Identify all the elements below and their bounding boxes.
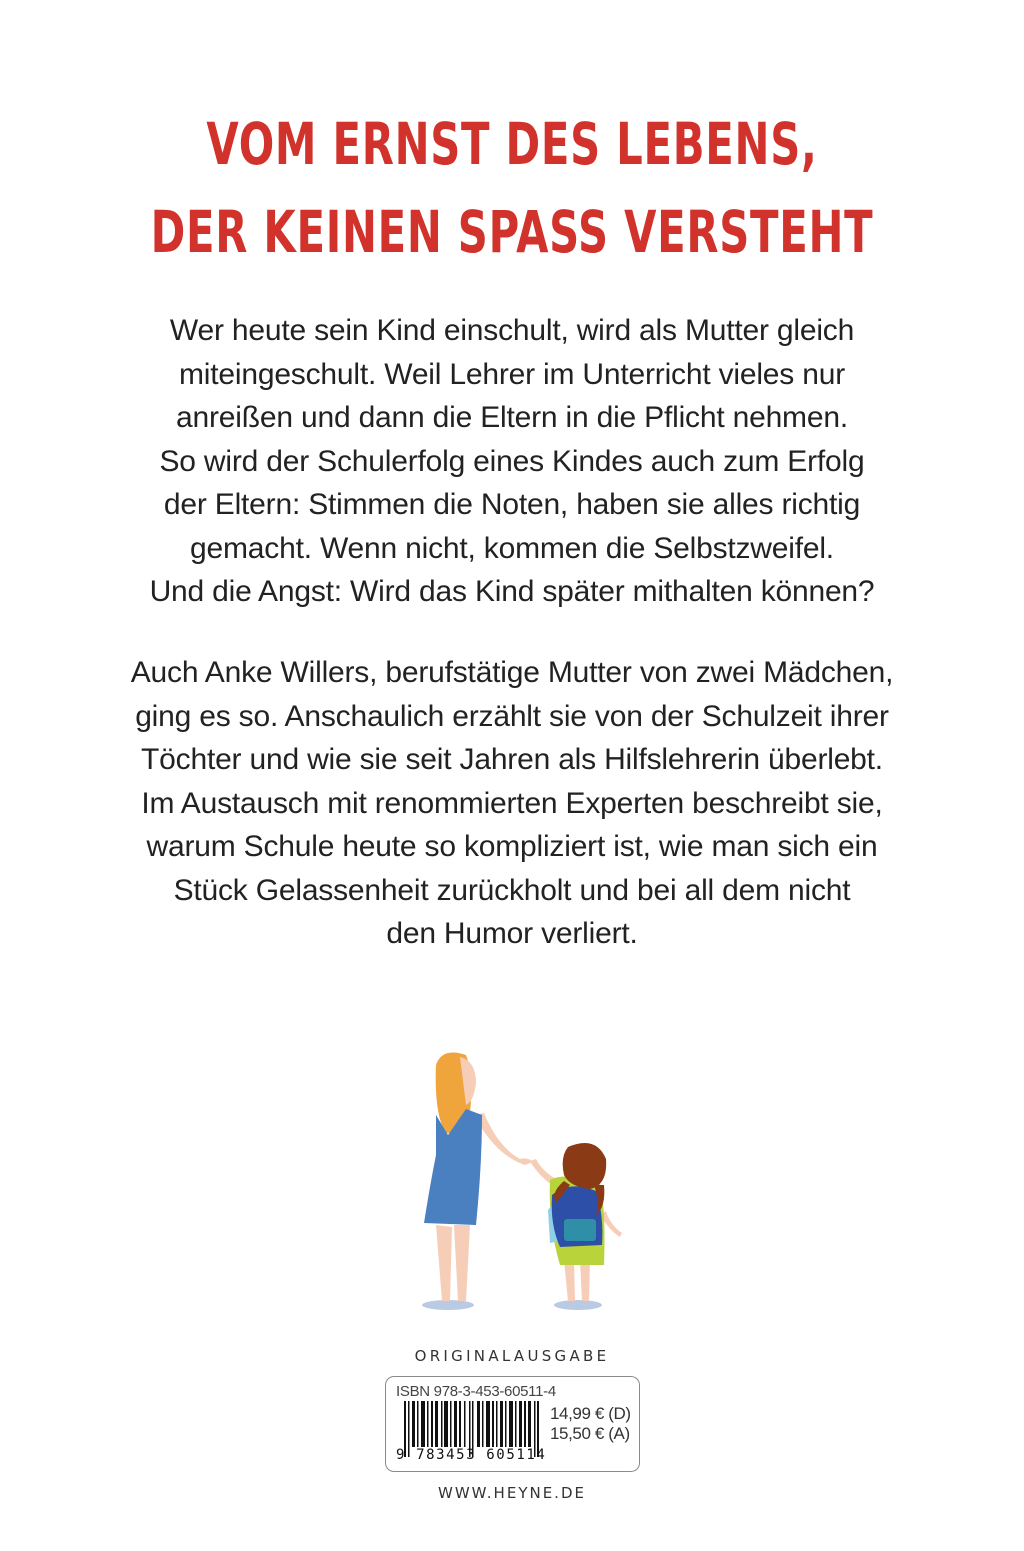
blurb-line: Stück Gelassenheit zurückholt und bei all dem nicht [173, 873, 851, 907]
blurb-line: Im Austausch mit renommierten Experten beschreibt sie, [141, 786, 883, 820]
blurb-paragraph-1 [0, 309, 1024, 614]
price-block [550, 1404, 631, 1444]
mother-child-illustration [400, 1035, 640, 1325]
price-austria: 15,50 € (A) [550, 1424, 630, 1443]
blurb-line: warum Schule heute so kompliziert ist, wie man sich ein [146, 830, 878, 863]
blurb-line: ging es so. Anschaulich erzählt sie von der Schulzeit ihrer [135, 699, 889, 733]
edition-label: ORIGINALAUSGABE [414, 1347, 610, 1365]
price-germany: 14,99 € (D) [550, 1404, 631, 1423]
barcode-digit-first: 9 [396, 1447, 407, 1463]
blurb-line: miteingeschult. Weil Lehrer im Unterricht vieles nur [179, 357, 845, 391]
barcode-digits-left: 783453 [416, 1447, 477, 1463]
publisher-website: WWW.HEYNE.DE [438, 1484, 586, 1502]
blurb-line: den Humor verliert. [386, 917, 638, 950]
blurb-line: der Eltern: Stimmen die Noten, haben sie alles richtig [163, 488, 861, 521]
back-cover-headline [143, 100, 880, 276]
blurb-line: So wird der Schulerfolg eines Kindes auch zum Erfolg [159, 444, 865, 478]
blurb-line: gemacht. Wenn nicht, kommen die Selbstzweifel. [190, 531, 834, 565]
blurb-line: Auch Anke Willers, berufstätige Mutter von zwei Mädchen, [130, 656, 894, 689]
blurb-paragraph-2 [0, 651, 1024, 956]
mother-child-illustration-icon [400, 1035, 640, 1325]
blurb-line: Und die Angst: Wird das Kind später mithalten können? [149, 575, 875, 608]
blurb-line: anreißen und dann die Eltern in die Pflicht nehmen. [176, 401, 848, 434]
barcode-digits [396, 1447, 548, 1463]
blurb-line: Wer heute sein Kind einschult, wird als Mutter gleich [169, 314, 855, 347]
isbn-barcode-label [385, 1376, 640, 1472]
barcode-digits-right: 605114 [486, 1447, 547, 1463]
headline-line-1: VOM ERNST DES LEBENS, [206, 110, 818, 178]
headline-line-2: DER KEINEN SPASS VERSTEHT [150, 198, 874, 266]
blurb-line: Töchter und wie sie seit Jahren als Hilfslehrerin überlebt. [141, 743, 883, 776]
isbn-text: ISBN 978-3-453-60511-4 [396, 1383, 556, 1400]
